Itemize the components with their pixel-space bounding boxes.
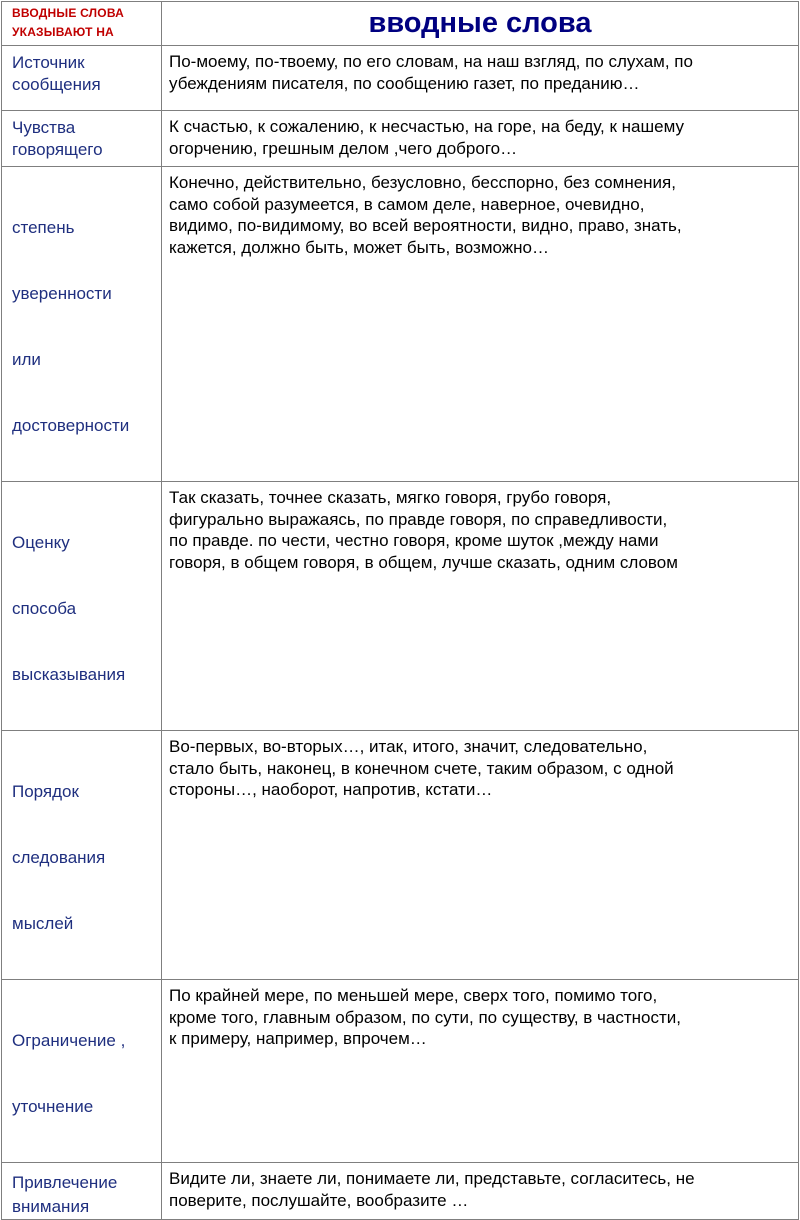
category-line: Чувства — [12, 118, 76, 137]
category-line: или — [12, 350, 41, 369]
category-line: мыслей — [12, 914, 74, 933]
table-row — [2, 1163, 799, 1220]
category-line: уверенности — [12, 284, 112, 303]
words-line: видимо, по-видимому, во всей вероятности, видно, право, знать, — [169, 216, 682, 235]
words-line: само собой разумеется, в самом деле, наверное, очевидно, — [169, 194, 645, 214]
words-cell — [162, 731, 799, 980]
words-line: стороны…, наоборот, напротив, кстати… — [169, 780, 493, 799]
words-line: Видите ли, знаете ли, понимаете ли, представьте, согласитесь, не — [169, 1169, 695, 1188]
category-line: внимания — [12, 1197, 90, 1216]
category-line: уточнение — [12, 1097, 94, 1116]
words-cell — [162, 111, 799, 167]
category-line: Оценку — [12, 533, 70, 552]
category-cell — [2, 167, 162, 482]
words-line: К счастью, к сожалению, к несчастью, на горе, на беду, к нашему — [169, 117, 684, 136]
words-cell — [162, 980, 799, 1163]
category-cell — [2, 731, 162, 980]
words-line: По-моему, по-твоему, по его словам, на наш взгляд, по слухам, по — [169, 52, 693, 71]
words-line: убеждениям писателя, по сообщению газет, по преданию… — [169, 73, 640, 93]
words-line: кажется, должно быть, может быть, возможно… — [169, 237, 550, 257]
category-line: Ограничение , — [12, 1031, 126, 1050]
header-left-line1: ВВОДНЫЕ СЛОВА — [12, 6, 124, 20]
table-row — [2, 111, 799, 167]
words-cell — [162, 1163, 799, 1220]
words-line: кроме того, главным образом, по сути, по существу, в частности, — [169, 1007, 681, 1027]
category-line: способа — [12, 599, 77, 618]
category-cell — [2, 980, 162, 1163]
header-left-line2: УКАЗЫВАЮТ НА — [12, 25, 114, 39]
words-line: огорчению, грешным делом ,чего доброго… — [169, 138, 518, 158]
category-line: достоверности — [12, 416, 130, 435]
words-line: По крайней мере, по меньшей мере, сверх того, помимо того, — [169, 986, 658, 1005]
introductory-words-table — [1, 1, 799, 1220]
category-line: Порядок — [12, 782, 79, 801]
category-line: высказывания — [12, 665, 126, 684]
category-cell — [2, 1163, 162, 1220]
words-line: фигурально выражаясь, по правде говоря, по справедливости, — [169, 509, 668, 529]
table-row — [2, 980, 799, 1163]
words-cell — [162, 482, 799, 731]
words-line: говоря, в общем говоря, в общем, лучше сказать, одним словом — [169, 552, 678, 572]
words-line: Так сказать, точнее сказать, мягко говоря, грубо говоря, — [169, 488, 612, 507]
words-line: Во-первых, во-вторых…, итак, итого, значит, следовательно, — [169, 737, 648, 756]
category-cell — [2, 111, 162, 167]
words-cell — [162, 46, 799, 111]
table-row — [2, 167, 799, 482]
category-line: следования — [12, 848, 106, 867]
header-row — [2, 2, 799, 46]
category-line: Привлечение — [12, 1173, 118, 1192]
category-line: говорящего — [12, 140, 103, 159]
category-cell — [2, 46, 162, 111]
words-line: поверите, послушайте, вообразите … — [169, 1190, 469, 1210]
header-left-cell — [2, 2, 162, 46]
words-line: по правде. по чести, честно говоря, кроме шуток ,между нами — [169, 531, 659, 550]
words-cell — [162, 167, 799, 482]
category-line: сообщения — [12, 75, 101, 94]
words-line: к примеру, например, впрочем… — [169, 1029, 427, 1048]
words-line: Конечно, действительно, безусловно, бесспорно, без сомнения, — [169, 173, 676, 192]
category-line: степень — [12, 218, 75, 237]
page-title: вводные слова — [162, 2, 799, 46]
table-row — [2, 46, 799, 111]
category-cell — [2, 482, 162, 731]
category-line: Источник — [12, 53, 85, 72]
table-row — [2, 482, 799, 731]
words-line: стало быть, наконец, в конечном счете, таким образом, с одной — [169, 758, 674, 778]
table-row — [2, 731, 799, 980]
